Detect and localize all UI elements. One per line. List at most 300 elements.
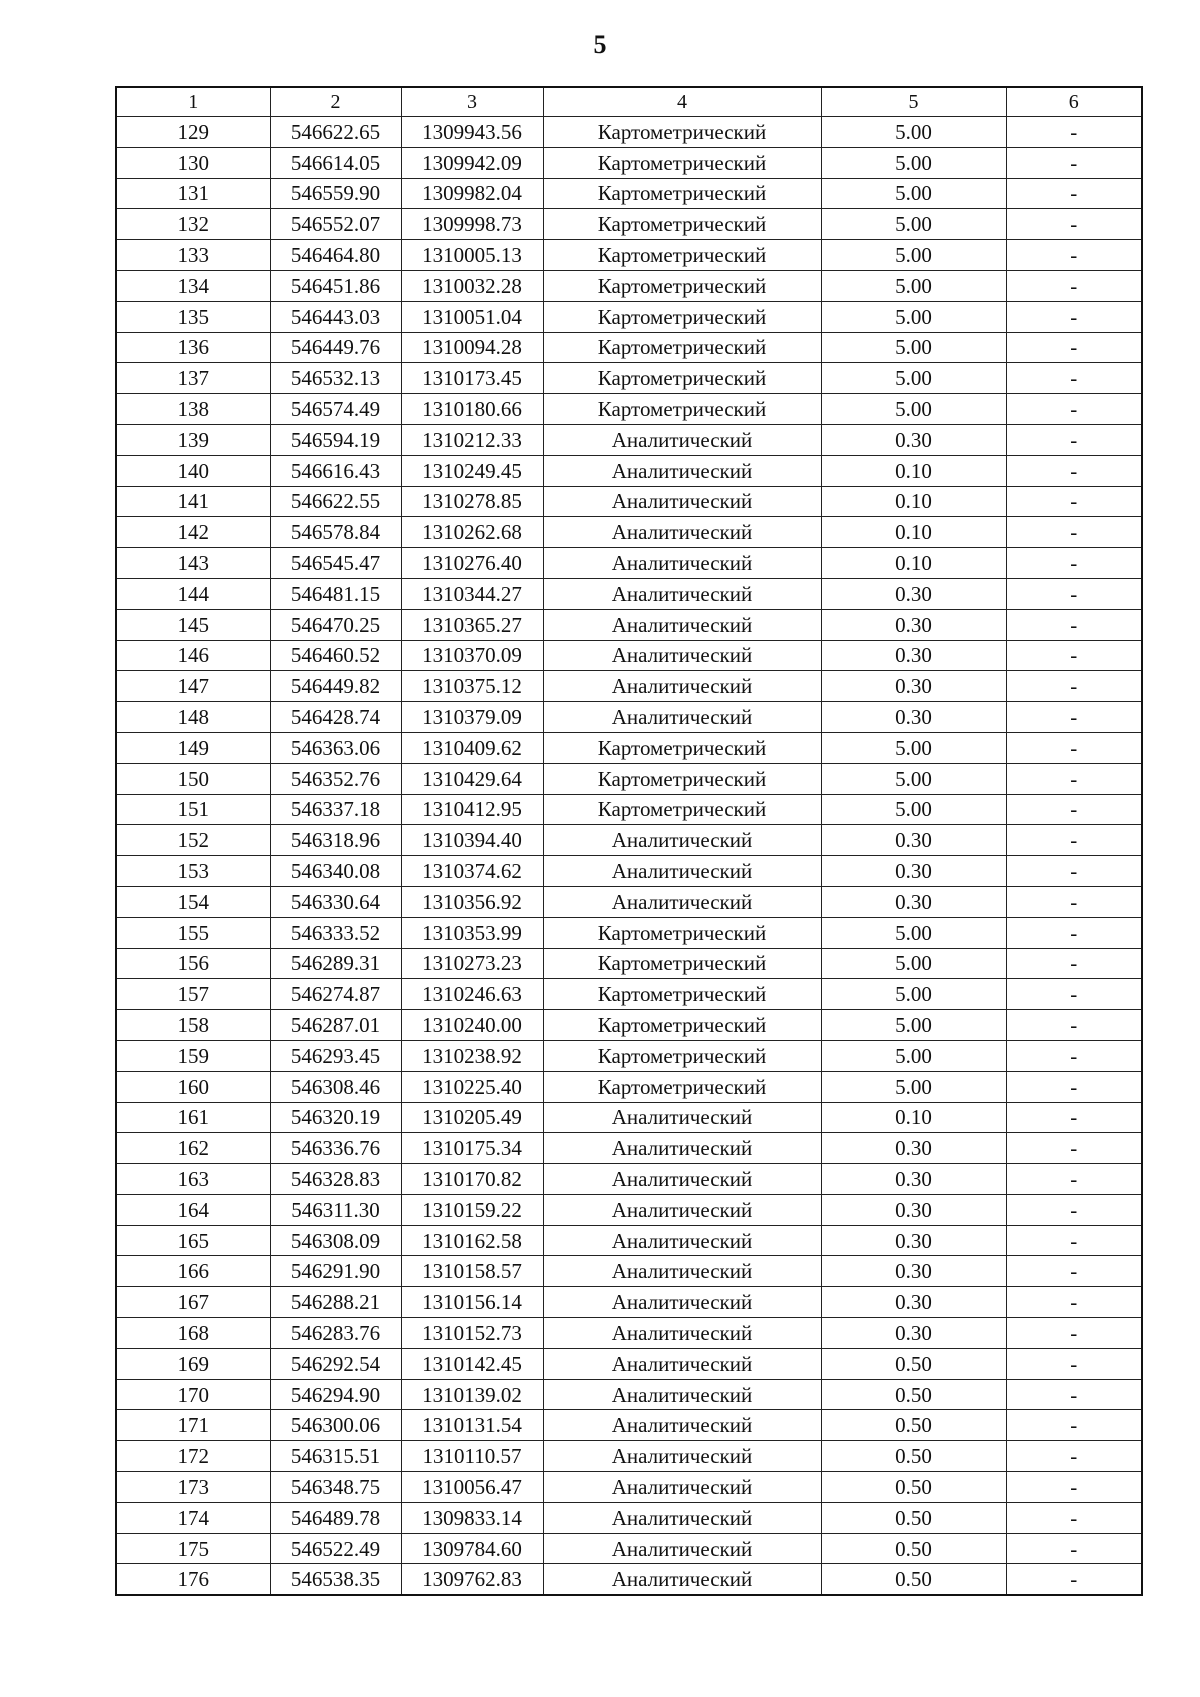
x-coordinate-cell: 546464.80 <box>270 240 401 271</box>
accuracy-cell: 0.50 <box>821 1502 1006 1533</box>
accuracy-cell: 5.00 <box>821 363 1006 394</box>
x-coordinate-cell: 546287.01 <box>270 1010 401 1041</box>
description-cell: - <box>1006 1194 1142 1225</box>
accuracy-cell: 5.00 <box>821 209 1006 240</box>
point-number-cell: 162 <box>116 1133 270 1164</box>
accuracy-cell: 0.10 <box>821 548 1006 579</box>
point-number-cell: 151 <box>116 794 270 825</box>
accuracy-cell: 0.10 <box>821 1102 1006 1133</box>
table-row <box>116 794 1142 825</box>
y-coordinate-cell: 1310180.66 <box>401 394 543 425</box>
coordinates-table <box>115 86 1143 1596</box>
y-coordinate-cell: 1310159.22 <box>401 1194 543 1225</box>
x-coordinate-cell: 546293.45 <box>270 1040 401 1071</box>
method-cell: Аналитический <box>543 1133 821 1164</box>
accuracy-cell: 5.00 <box>821 301 1006 332</box>
point-number-cell: 144 <box>116 578 270 609</box>
accuracy-cell: 5.00 <box>821 332 1006 363</box>
method-cell: Картометрический <box>543 301 821 332</box>
method-cell: Аналитический <box>543 1164 821 1195</box>
table-row <box>116 424 1142 455</box>
description-cell: - <box>1006 1441 1142 1472</box>
method-cell: Аналитический <box>543 424 821 455</box>
column-header: 5 <box>821 87 1006 117</box>
y-coordinate-cell: 1310273.23 <box>401 948 543 979</box>
table-row <box>116 548 1142 579</box>
x-coordinate-cell: 546559.90 <box>270 178 401 209</box>
y-coordinate-cell: 1310225.40 <box>401 1071 543 1102</box>
table-row <box>116 1040 1142 1071</box>
x-coordinate-cell: 546552.07 <box>270 209 401 240</box>
accuracy-cell: 5.00 <box>821 240 1006 271</box>
accuracy-cell: 0.30 <box>821 1256 1006 1287</box>
description-cell: - <box>1006 702 1142 733</box>
point-number-cell: 158 <box>116 1010 270 1041</box>
accuracy-cell: 0.30 <box>821 886 1006 917</box>
y-coordinate-cell: 1310374.62 <box>401 856 543 887</box>
y-coordinate-cell: 1310005.13 <box>401 240 543 271</box>
table-row <box>116 270 1142 301</box>
point-number-cell: 148 <box>116 702 270 733</box>
method-cell: Картометрический <box>543 763 821 794</box>
table-header-row <box>116 87 1142 117</box>
y-coordinate-cell: 1310170.82 <box>401 1164 543 1195</box>
x-coordinate-cell: 546443.03 <box>270 301 401 332</box>
method-cell: Аналитический <box>543 1564 821 1595</box>
accuracy-cell: 5.00 <box>821 1040 1006 1071</box>
accuracy-cell: 0.30 <box>821 578 1006 609</box>
method-cell: Аналитический <box>543 578 821 609</box>
description-cell: - <box>1006 240 1142 271</box>
x-coordinate-cell: 546363.06 <box>270 732 401 763</box>
method-cell: Картометрический <box>543 1071 821 1102</box>
table-row <box>116 332 1142 363</box>
x-coordinate-cell: 546311.30 <box>270 1194 401 1225</box>
accuracy-cell: 0.30 <box>821 671 1006 702</box>
point-number-cell: 139 <box>116 424 270 455</box>
point-number-cell: 156 <box>116 948 270 979</box>
point-number-cell: 153 <box>116 856 270 887</box>
table-row <box>116 1410 1142 1441</box>
table-row <box>116 117 1142 148</box>
y-coordinate-cell: 1310205.49 <box>401 1102 543 1133</box>
accuracy-cell: 5.00 <box>821 763 1006 794</box>
accuracy-cell: 0.30 <box>821 1318 1006 1349</box>
y-coordinate-cell: 1309833.14 <box>401 1502 543 1533</box>
x-coordinate-cell: 546288.21 <box>270 1287 401 1318</box>
table-row <box>116 1441 1142 1472</box>
y-coordinate-cell: 1310365.27 <box>401 609 543 640</box>
y-coordinate-cell: 1310240.00 <box>401 1010 543 1041</box>
method-cell: Аналитический <box>543 1256 821 1287</box>
point-number-cell: 175 <box>116 1533 270 1564</box>
point-number-cell: 164 <box>116 1194 270 1225</box>
accuracy-cell: 0.30 <box>821 424 1006 455</box>
point-number-cell: 170 <box>116 1379 270 1410</box>
y-coordinate-cell: 1310158.57 <box>401 1256 543 1287</box>
y-coordinate-cell: 1310344.27 <box>401 578 543 609</box>
point-number-cell: 147 <box>116 671 270 702</box>
x-coordinate-cell: 546594.19 <box>270 424 401 455</box>
x-coordinate-cell: 546291.90 <box>270 1256 401 1287</box>
point-number-cell: 166 <box>116 1256 270 1287</box>
x-coordinate-cell: 546294.90 <box>270 1379 401 1410</box>
method-cell: Картометрический <box>543 209 821 240</box>
description-cell: - <box>1006 1071 1142 1102</box>
method-cell: Картометрический <box>543 732 821 763</box>
accuracy-cell: 5.00 <box>821 178 1006 209</box>
method-cell: Аналитический <box>543 1410 821 1441</box>
method-cell: Аналитический <box>543 640 821 671</box>
point-number-cell: 136 <box>116 332 270 363</box>
table-row <box>116 394 1142 425</box>
description-cell: - <box>1006 117 1142 148</box>
y-coordinate-cell: 1310212.33 <box>401 424 543 455</box>
y-coordinate-cell: 1310379.09 <box>401 702 543 733</box>
method-cell: Аналитический <box>543 825 821 856</box>
method-cell: Картометрический <box>543 1010 821 1041</box>
accuracy-cell: 0.30 <box>821 1133 1006 1164</box>
description-cell: - <box>1006 1040 1142 1071</box>
accuracy-cell: 0.30 <box>821 640 1006 671</box>
description-cell: - <box>1006 1379 1142 1410</box>
description-cell: - <box>1006 640 1142 671</box>
column-header: 3 <box>401 87 543 117</box>
y-coordinate-cell: 1310162.58 <box>401 1225 543 1256</box>
table-row <box>116 578 1142 609</box>
table-row <box>116 1071 1142 1102</box>
page-number: 5 <box>593 30 607 59</box>
point-number-cell: 176 <box>116 1564 270 1595</box>
accuracy-cell: 0.30 <box>821 1194 1006 1225</box>
point-number-cell: 142 <box>116 517 270 548</box>
y-coordinate-cell: 1310356.92 <box>401 886 543 917</box>
description-cell: - <box>1006 856 1142 887</box>
method-cell: Картометрический <box>543 240 821 271</box>
y-coordinate-cell: 1310353.99 <box>401 917 543 948</box>
accuracy-cell: 5.00 <box>821 979 1006 1010</box>
accuracy-cell: 0.50 <box>821 1410 1006 1441</box>
description-cell: - <box>1006 609 1142 640</box>
description-cell: - <box>1006 209 1142 240</box>
point-number-cell: 161 <box>116 1102 270 1133</box>
table-row <box>116 702 1142 733</box>
table-row <box>116 486 1142 517</box>
description-cell: - <box>1006 794 1142 825</box>
table-row <box>116 1102 1142 1133</box>
x-coordinate-cell: 546428.74 <box>270 702 401 733</box>
point-number-cell: 167 <box>116 1287 270 1318</box>
description-cell: - <box>1006 948 1142 979</box>
x-coordinate-cell: 546348.75 <box>270 1472 401 1503</box>
x-coordinate-cell: 546622.55 <box>270 486 401 517</box>
x-coordinate-cell: 546315.51 <box>270 1441 401 1472</box>
y-coordinate-cell: 1310412.95 <box>401 794 543 825</box>
x-coordinate-cell: 546340.08 <box>270 856 401 887</box>
y-coordinate-cell: 1310394.40 <box>401 825 543 856</box>
method-cell: Аналитический <box>543 1441 821 1472</box>
point-number-cell: 137 <box>116 363 270 394</box>
method-cell: Аналитический <box>543 1379 821 1410</box>
y-coordinate-cell: 1310276.40 <box>401 548 543 579</box>
table-row <box>116 147 1142 178</box>
table-row <box>116 1533 1142 1564</box>
description-cell: - <box>1006 1287 1142 1318</box>
point-number-cell: 138 <box>116 394 270 425</box>
x-coordinate-cell: 546574.49 <box>270 394 401 425</box>
method-cell: Картометрический <box>543 270 821 301</box>
table-row <box>116 1194 1142 1225</box>
y-coordinate-cell: 1310139.02 <box>401 1379 543 1410</box>
table-row <box>116 1318 1142 1349</box>
description-cell: - <box>1006 578 1142 609</box>
x-coordinate-cell: 546337.18 <box>270 794 401 825</box>
description-cell: - <box>1006 1164 1142 1195</box>
x-coordinate-cell: 546449.76 <box>270 332 401 363</box>
method-cell: Аналитический <box>543 548 821 579</box>
accuracy-cell: 0.30 <box>821 609 1006 640</box>
accuracy-cell: 0.10 <box>821 455 1006 486</box>
x-coordinate-cell: 546578.84 <box>270 517 401 548</box>
point-number-cell: 135 <box>116 301 270 332</box>
method-cell: Аналитический <box>543 856 821 887</box>
table-row <box>116 363 1142 394</box>
table-row <box>116 763 1142 794</box>
description-cell: - <box>1006 394 1142 425</box>
point-number-cell: 132 <box>116 209 270 240</box>
accuracy-cell: 5.00 <box>821 270 1006 301</box>
y-coordinate-cell: 1309943.56 <box>401 117 543 148</box>
description-cell: - <box>1006 1472 1142 1503</box>
y-coordinate-cell: 1309942.09 <box>401 147 543 178</box>
x-coordinate-cell: 546336.76 <box>270 1133 401 1164</box>
y-coordinate-cell: 1310094.28 <box>401 332 543 363</box>
x-coordinate-cell: 546470.25 <box>270 609 401 640</box>
method-cell: Аналитический <box>543 1194 821 1225</box>
column-header: 6 <box>1006 87 1142 117</box>
method-cell: Картометрический <box>543 979 821 1010</box>
y-coordinate-cell: 1310032.28 <box>401 270 543 301</box>
description-cell: - <box>1006 178 1142 209</box>
table-row <box>116 1256 1142 1287</box>
y-coordinate-cell: 1309982.04 <box>401 178 543 209</box>
accuracy-cell: 0.30 <box>821 856 1006 887</box>
table-row <box>116 732 1142 763</box>
table-row <box>116 1164 1142 1195</box>
method-cell: Аналитический <box>543 1348 821 1379</box>
method-cell: Аналитический <box>543 517 821 548</box>
accuracy-cell: 0.50 <box>821 1441 1006 1472</box>
point-number-cell: 171 <box>116 1410 270 1441</box>
point-number-cell: 155 <box>116 917 270 948</box>
description-cell: - <box>1006 825 1142 856</box>
column-header: 2 <box>270 87 401 117</box>
description-cell: - <box>1006 1225 1142 1256</box>
accuracy-cell: 0.50 <box>821 1533 1006 1564</box>
method-cell: Аналитический <box>543 1472 821 1503</box>
accuracy-cell: 5.00 <box>821 794 1006 825</box>
point-number-cell: 154 <box>116 886 270 917</box>
point-number-cell: 163 <box>116 1164 270 1195</box>
x-coordinate-cell: 546328.83 <box>270 1164 401 1195</box>
accuracy-cell: 0.30 <box>821 825 1006 856</box>
accuracy-cell: 0.50 <box>821 1472 1006 1503</box>
point-number-cell: 172 <box>116 1441 270 1472</box>
point-number-cell: 146 <box>116 640 270 671</box>
table-row <box>116 917 1142 948</box>
x-coordinate-cell: 546538.35 <box>270 1564 401 1595</box>
accuracy-cell: 5.00 <box>821 1071 1006 1102</box>
description-cell: - <box>1006 917 1142 948</box>
y-coordinate-cell: 1310156.14 <box>401 1287 543 1318</box>
description-cell: - <box>1006 455 1142 486</box>
method-cell: Аналитический <box>543 1502 821 1533</box>
description-cell: - <box>1006 147 1142 178</box>
accuracy-cell: 5.00 <box>821 147 1006 178</box>
accuracy-cell: 5.00 <box>821 917 1006 948</box>
table-row <box>116 979 1142 1010</box>
x-coordinate-cell: 546300.06 <box>270 1410 401 1441</box>
column-header: 1 <box>116 87 270 117</box>
x-coordinate-cell: 546292.54 <box>270 1348 401 1379</box>
point-number-cell: 168 <box>116 1318 270 1349</box>
accuracy-cell: 0.30 <box>821 702 1006 733</box>
table-row <box>116 209 1142 240</box>
table-row <box>116 856 1142 887</box>
table-row <box>116 301 1142 332</box>
table-row <box>116 948 1142 979</box>
point-number-cell: 141 <box>116 486 270 517</box>
table-row <box>116 825 1142 856</box>
point-number-cell: 133 <box>116 240 270 271</box>
description-cell: - <box>1006 1010 1142 1041</box>
method-cell: Аналитический <box>543 1287 821 1318</box>
x-coordinate-cell: 546352.76 <box>270 763 401 794</box>
accuracy-cell: 5.00 <box>821 117 1006 148</box>
point-number-cell: 152 <box>116 825 270 856</box>
method-cell: Картометрический <box>543 147 821 178</box>
description-cell: - <box>1006 671 1142 702</box>
x-coordinate-cell: 546545.47 <box>270 548 401 579</box>
table-row <box>116 178 1142 209</box>
y-coordinate-cell: 1310246.63 <box>401 979 543 1010</box>
point-number-cell: 145 <box>116 609 270 640</box>
description-cell: - <box>1006 301 1142 332</box>
point-number-cell: 169 <box>116 1348 270 1379</box>
x-coordinate-cell: 546289.31 <box>270 948 401 979</box>
description-cell: - <box>1006 1533 1142 1564</box>
accuracy-cell: 5.00 <box>821 732 1006 763</box>
description-cell: - <box>1006 270 1142 301</box>
y-coordinate-cell: 1310173.45 <box>401 363 543 394</box>
table-row <box>116 1502 1142 1533</box>
table-row <box>116 640 1142 671</box>
point-number-cell: 159 <box>116 1040 270 1071</box>
y-coordinate-cell: 1310375.12 <box>401 671 543 702</box>
description-cell: - <box>1006 1256 1142 1287</box>
method-cell: Аналитический <box>543 671 821 702</box>
y-coordinate-cell: 1310278.85 <box>401 486 543 517</box>
description-cell: - <box>1006 979 1142 1010</box>
description-cell: - <box>1006 424 1142 455</box>
description-cell: - <box>1006 1318 1142 1349</box>
accuracy-cell: 0.30 <box>821 1164 1006 1195</box>
table-row <box>116 455 1142 486</box>
y-coordinate-cell: 1310152.73 <box>401 1318 543 1349</box>
table-row <box>116 886 1142 917</box>
x-coordinate-cell: 546460.52 <box>270 640 401 671</box>
description-cell: - <box>1006 1133 1142 1164</box>
method-cell: Аналитический <box>543 1225 821 1256</box>
y-coordinate-cell: 1310429.64 <box>401 763 543 794</box>
method-cell: Аналитический <box>543 886 821 917</box>
accuracy-cell: 5.00 <box>821 948 1006 979</box>
y-coordinate-cell: 1310262.68 <box>401 517 543 548</box>
point-number-cell: 134 <box>116 270 270 301</box>
x-coordinate-cell: 546283.76 <box>270 1318 401 1349</box>
point-number-cell: 160 <box>116 1071 270 1102</box>
method-cell: Картометрический <box>543 332 821 363</box>
point-number-cell: 143 <box>116 548 270 579</box>
y-coordinate-cell: 1310175.34 <box>401 1133 543 1164</box>
point-number-cell: 149 <box>116 732 270 763</box>
accuracy-cell: 0.30 <box>821 1287 1006 1318</box>
method-cell: Картометрический <box>543 394 821 425</box>
y-coordinate-cell: 1310370.09 <box>401 640 543 671</box>
x-coordinate-cell: 546274.87 <box>270 979 401 1010</box>
description-cell: - <box>1006 1102 1142 1133</box>
method-cell: Картометрический <box>543 794 821 825</box>
y-coordinate-cell: 1310238.92 <box>401 1040 543 1071</box>
x-coordinate-cell: 546318.96 <box>270 825 401 856</box>
table-row <box>116 1348 1142 1379</box>
method-cell: Аналитический <box>543 455 821 486</box>
point-number-cell: 130 <box>116 147 270 178</box>
method-cell: Картометрический <box>543 363 821 394</box>
description-cell: - <box>1006 1410 1142 1441</box>
y-coordinate-cell: 1310056.47 <box>401 1472 543 1503</box>
accuracy-cell: 0.10 <box>821 486 1006 517</box>
method-cell: Аналитический <box>543 486 821 517</box>
point-number-cell: 140 <box>116 455 270 486</box>
description-cell: - <box>1006 517 1142 548</box>
point-number-cell: 165 <box>116 1225 270 1256</box>
table-row <box>116 1133 1142 1164</box>
x-coordinate-cell: 546489.78 <box>270 1502 401 1533</box>
method-cell: Картометрический <box>543 178 821 209</box>
accuracy-cell: 5.00 <box>821 394 1006 425</box>
table-row <box>116 671 1142 702</box>
table-body <box>116 117 1142 1596</box>
accuracy-cell: 0.50 <box>821 1564 1006 1595</box>
method-cell: Аналитический <box>543 1102 821 1133</box>
y-coordinate-cell: 1309762.83 <box>401 1564 543 1595</box>
method-cell: Картометрический <box>543 1040 821 1071</box>
table-row <box>116 1287 1142 1318</box>
y-coordinate-cell: 1310142.45 <box>401 1348 543 1379</box>
x-coordinate-cell: 546320.19 <box>270 1102 401 1133</box>
method-cell: Картометрический <box>543 917 821 948</box>
table-row <box>116 517 1142 548</box>
y-coordinate-cell: 1309784.60 <box>401 1533 543 1564</box>
point-number-cell: 157 <box>116 979 270 1010</box>
point-number-cell: 129 <box>116 117 270 148</box>
method-cell: Картометрический <box>543 948 821 979</box>
x-coordinate-cell: 546330.64 <box>270 886 401 917</box>
description-cell: - <box>1006 1564 1142 1595</box>
description-cell: - <box>1006 763 1142 794</box>
table-row <box>116 240 1142 271</box>
